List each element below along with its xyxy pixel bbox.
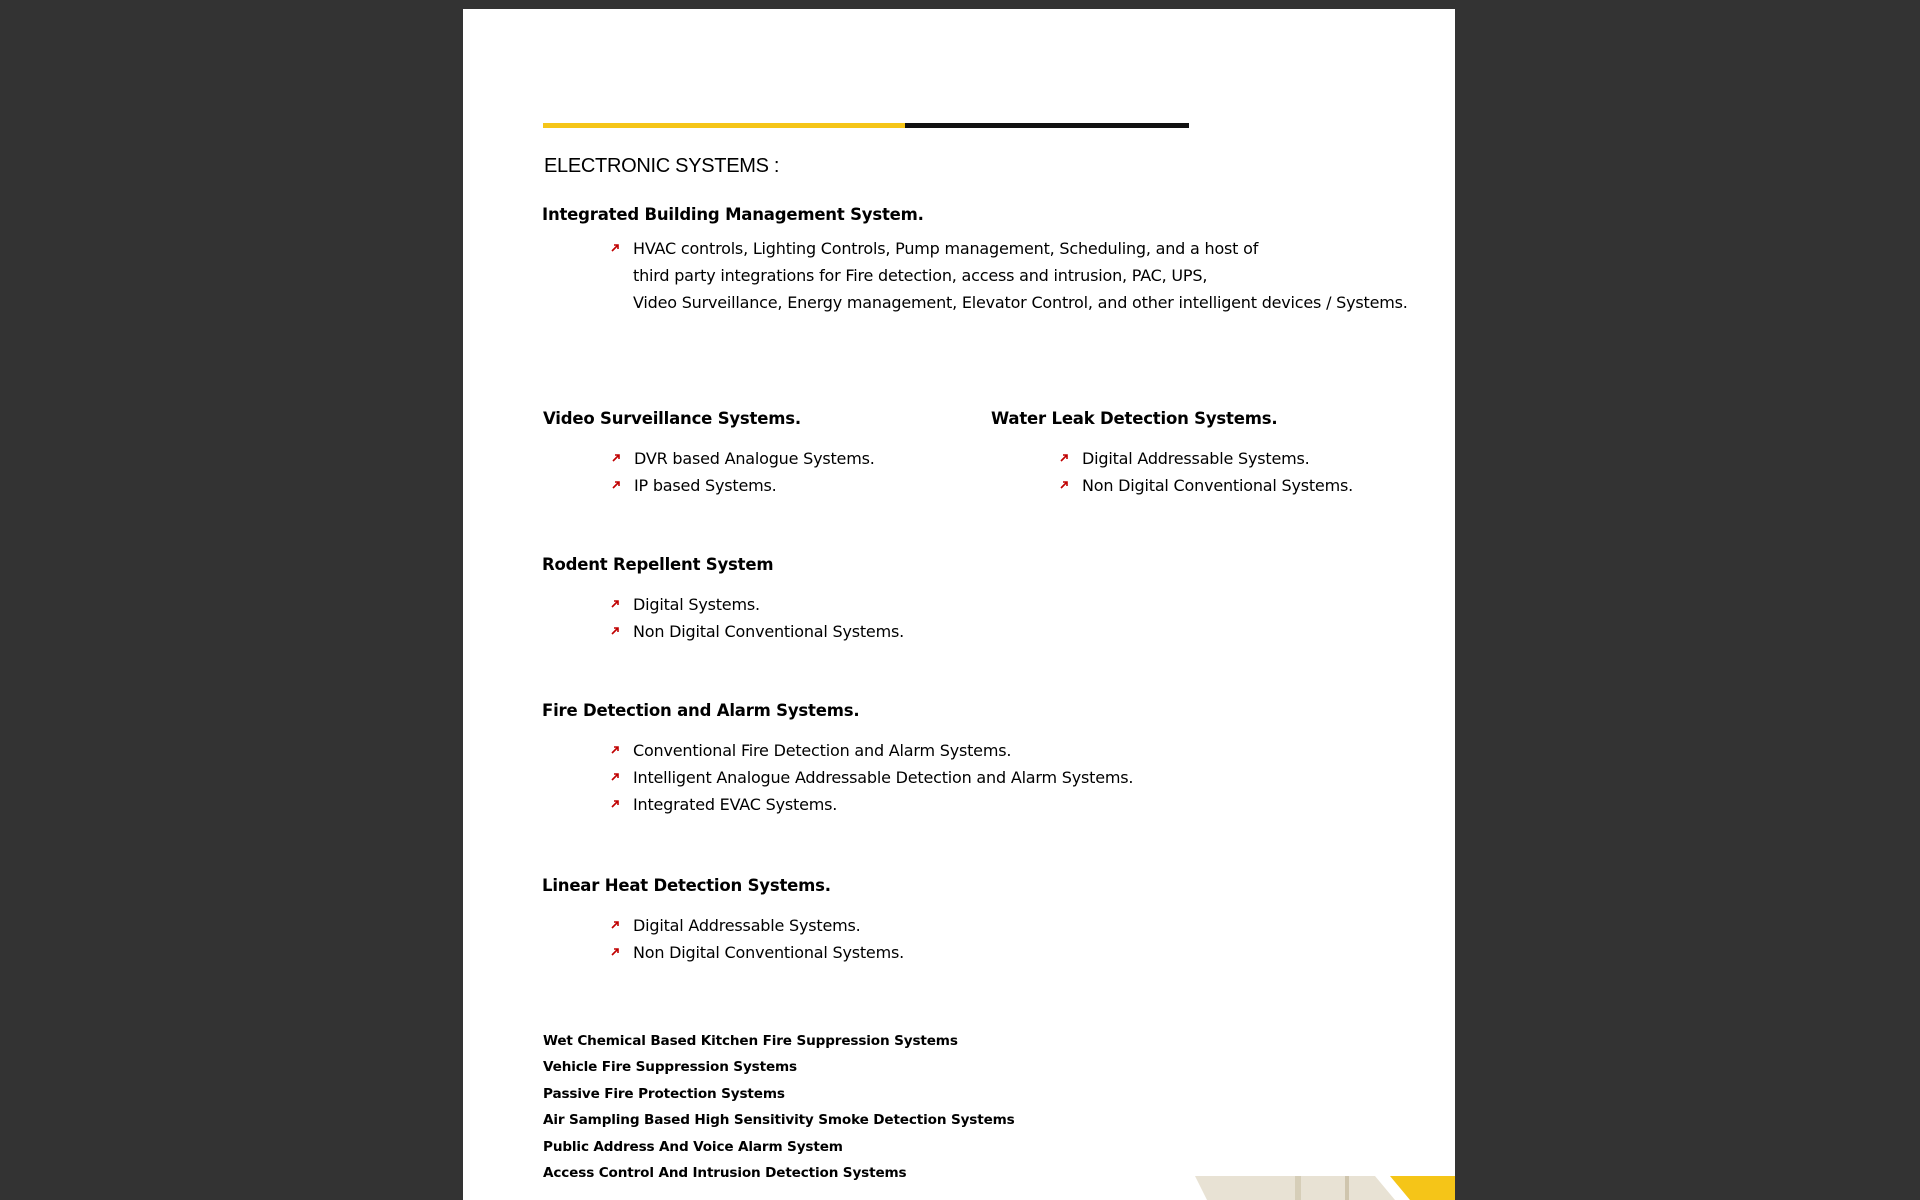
list-item-text: DVR based Analogue Systems. xyxy=(634,449,875,468)
list-item-text: Integrated EVAC Systems. xyxy=(633,795,838,814)
list-item: Public Address And Voice Alarm System xyxy=(543,1138,843,1155)
bullet-arrow-icon xyxy=(611,800,619,808)
bullet-arrow-icon xyxy=(611,244,619,252)
section-water-leak xyxy=(991,409,1353,495)
list-item-text: Non Digital Conventional Systems. xyxy=(1082,476,1353,495)
list-item-text: Intelligent Analogue Addressable Detection and Alarm Systems. xyxy=(633,768,1134,787)
bullet-list xyxy=(633,912,904,966)
list-item xyxy=(633,912,904,939)
list-item xyxy=(1082,472,1353,499)
list-item xyxy=(633,791,1133,818)
list-item: Air Sampling Based High Sensitivity Smoke Detection Systems xyxy=(543,1112,1015,1129)
list-item xyxy=(1082,445,1353,472)
bullet-arrow-icon xyxy=(611,746,619,754)
header-rule-yellow xyxy=(543,123,905,128)
list-item: Access Control And Intrusion Detection Systems xyxy=(543,1165,907,1182)
bullet-list xyxy=(633,235,1408,316)
list-item-continuation xyxy=(633,262,1408,289)
bullet-arrow-icon xyxy=(612,454,620,462)
list-item xyxy=(633,235,1408,262)
section-title: Water Leak Detection Systems. xyxy=(991,409,1278,428)
list-item: Wet Chemical Based Kitchen Fire Suppression Systems xyxy=(543,1033,958,1049)
list-item-continuation xyxy=(633,289,1408,316)
section-title: Video Surveillance Systems. xyxy=(543,409,801,428)
list-item-text: Digital Addressable Systems. xyxy=(1082,449,1310,468)
section-title: Integrated Building Management System. xyxy=(542,205,924,224)
bullet-arrow-icon xyxy=(1060,454,1068,462)
bullet-list xyxy=(634,445,875,499)
header-rule-black xyxy=(905,123,1189,128)
list-item-text: third party integrations for Fire detection, access and intrusion, PAC, UPS, xyxy=(633,266,1208,285)
bullet-arrow-icon xyxy=(612,481,620,489)
bullet-arrow-icon xyxy=(611,921,619,929)
section-title: Rodent Repellent System xyxy=(542,555,774,574)
bullet-arrow-icon xyxy=(611,627,619,635)
bullet-arrow-icon xyxy=(611,948,619,956)
list-item-text: HVAC controls, Lighting Controls, Pump management, Scheduling, and a host of xyxy=(633,239,1259,258)
other-systems-list xyxy=(543,1028,1015,1186)
list-item-text: Non Digital Conventional Systems. xyxy=(633,943,904,962)
list-item xyxy=(633,737,1133,764)
list-item-text: Non Digital Conventional Systems. xyxy=(633,622,904,641)
section-ibms xyxy=(542,205,1408,312)
list-item xyxy=(634,445,875,472)
page-title: ELECTRONIC SYSTEMS : xyxy=(544,155,780,177)
list-item-text: IP based Systems. xyxy=(634,476,777,495)
list-item xyxy=(634,472,875,499)
section-linear-heat xyxy=(542,876,904,962)
section-fire-detection xyxy=(542,701,1134,814)
list-item xyxy=(633,939,904,966)
bullet-list xyxy=(633,591,904,645)
bullet-list xyxy=(1082,445,1353,499)
corner-decoration xyxy=(1195,1176,1455,1200)
document-page xyxy=(463,9,1455,1200)
list-item xyxy=(633,764,1133,791)
bullet-list xyxy=(633,737,1133,818)
list-item xyxy=(633,618,904,645)
list-item: Vehicle Fire Suppression Systems xyxy=(543,1059,797,1076)
list-item xyxy=(633,591,904,618)
section-title: Fire Detection and Alarm Systems. xyxy=(542,701,860,720)
bullet-arrow-icon xyxy=(611,600,619,608)
list-item-text: Video Surveillance, Energy management, Elevator Control, and other intelligent devices / Systems. xyxy=(633,293,1408,312)
list-item-text: Digital Systems. xyxy=(633,595,760,614)
list-item-text: Conventional Fire Detection and Alarm Systems. xyxy=(633,741,1012,760)
section-video-surveillance xyxy=(543,409,875,495)
list-item: Passive Fire Protection Systems xyxy=(543,1085,785,1102)
bullet-arrow-icon xyxy=(1060,481,1068,489)
section-title: Linear Heat Detection Systems. xyxy=(542,876,831,895)
section-rodent-repellent xyxy=(542,555,904,641)
bullet-arrow-icon xyxy=(611,773,619,781)
list-item-text: Digital Addressable Systems. xyxy=(633,916,861,935)
